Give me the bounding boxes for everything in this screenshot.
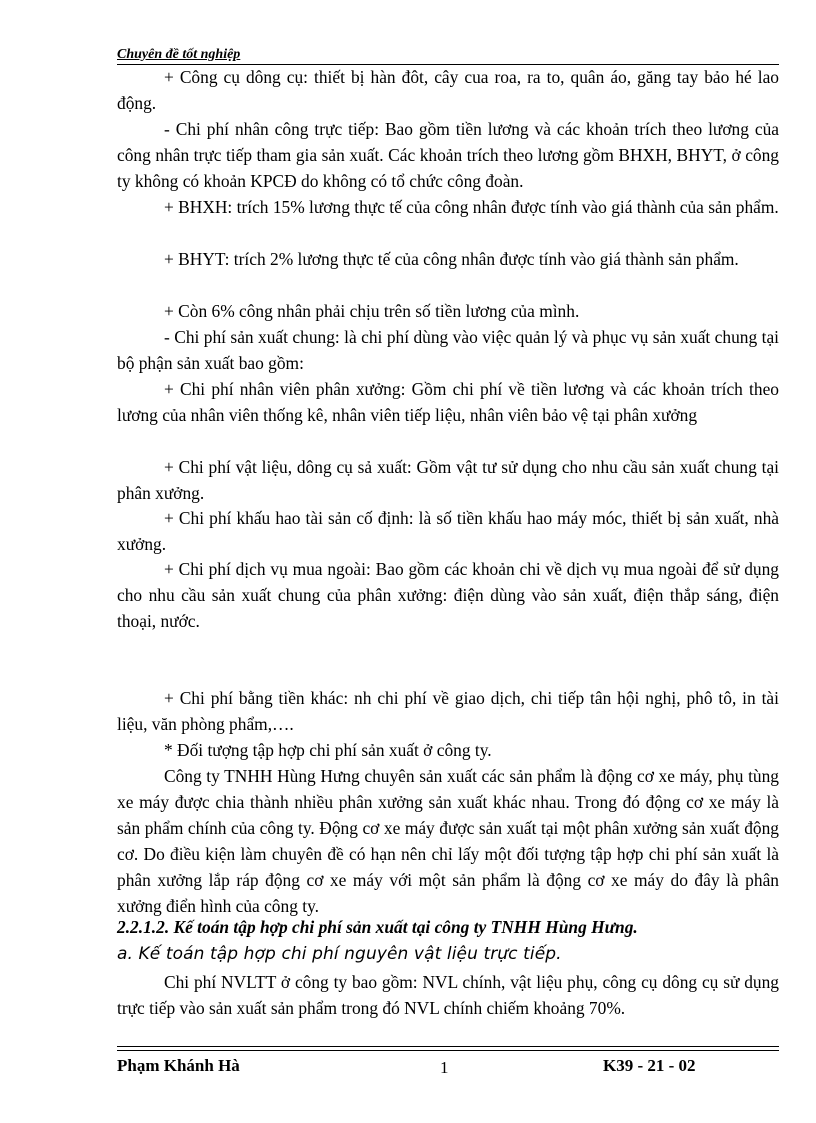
paragraph: + Chi phí vật liệu, dông cụ sả xuất: Gồm vật tư sử dụng cho nhu cầu sản xuất chung tại phân xưởng.: [117, 457, 779, 503]
paragraph: + Còn 6% công nhân phải chịu trên số tiền lương của mình.: [164, 301, 580, 321]
footer-author: Phạm Khánh Hà: [117, 1056, 240, 1075]
header-title: Chuyên đề tốt nghiệp: [117, 47, 241, 62]
paragraph: + BHYT: trích 2% lương thực tế của công nhân được tính vào giá thành sản phẩm.: [164, 249, 739, 269]
paragraph: * Đối tượng tập hợp chi phí sản xuất ở công ty.: [164, 740, 492, 760]
footer-class-code: K39 - 21 - 02: [603, 1056, 696, 1075]
subsection-heading: a. Kế toán tập hợp chi phí nguyên vật liệu trực tiếp.: [117, 944, 562, 964]
footer-rule: [117, 1046, 779, 1047]
paragraph: + Chi phí dịch vụ mua ngoài: Bao gồm các khoản chi về dịch vụ mua ngoài để sử dụng cho nhu cầu sản xuất chung của phân xưởng: điện dùng vào sản xuất, điện thắp sáng, điện thoại, nước.: [117, 559, 779, 631]
paragraph: + BHXH: trích 15% lương thực tế của công nhân được tính vào giá thành của sản phẩm.: [164, 197, 779, 217]
paragraph: Chi phí NVLTT ở công ty bao gồm: NVL chính, vật liệu phụ, công cụ dông cụ sử dụng trực tiếp vào sản xuất sản phẩm trong đó NVL chính chiếm khoảng 70%.: [117, 972, 779, 1018]
paragraph: + Công cụ dông cụ: thiết bị hàn đôt, cây cua roa, ra to, quân áo, găng tay bảo hé lao động.: [117, 67, 779, 113]
section-heading: 2.2.1.2. Kế toán tập hợp chi phí sản xuất tại công ty TNHH Hùng Hưng.: [117, 917, 638, 937]
footer-rule: [117, 1050, 779, 1051]
paragraph: - Chi phí nhân công trực tiếp: Bao gồm tiền lương và các khoản trích theo lương của công nhân trực tiếp tham gia sản xuất. Các khoản trích theo lương gồm BHXH, BHYT, ở công ty không có khoản KPCĐ do không có tổ chức công đoàn.: [117, 119, 779, 191]
paragraph: + Chi phí bằng tiền khác: nh chi phí về giao dịch, chi tiếp tân hội nghị, phô tô, in tài liệu, văn phòng phẩm,….: [117, 688, 779, 734]
paragraph: + Chi phí khấu hao tài sản cố định: là số tiền khấu hao máy móc, thiết bị sản xuất, nhà xưởng.: [117, 508, 779, 554]
page-number: 1: [440, 1058, 449, 1077]
paragraph: Công ty TNHH Hùng Hưng chuyên sản xuất các sản phẩm là động cơ xe máy, phụ tùng xe máy được chia thành nhiều phân xưởng sản xuất khác nhau. Trong đó động cơ xe máy là sản phẩm chính của công ty. Động cơ xe máy được sản xuất tại một phân xưởng sản xuất động cơ. Do điều kiện làm chuyên đề có hạn nên chỉ lấy một đối tượng tập hợp chi phí sản xuất là phân xưởng lắp ráp động cơ xe máy với một sản phẩm là động cơ xe máy do đây là phân xưởng điển hình của công ty.: [117, 766, 779, 916]
paragraph: + Chi phí nhân viên phân xưởng: Gồm chi phí về tiền lương và các khoản trích theo lương của nhân viên thống kê, nhân viên tiếp liệu, nhân viên bảo vệ tại phân xưởng: [117, 379, 779, 425]
paragraph: - Chi phí sản xuất chung: là chi phí dùng vào việc quản lý và phục vụ sản xuất chung tại bộ phận sản xuất bao gồm:: [117, 327, 779, 373]
